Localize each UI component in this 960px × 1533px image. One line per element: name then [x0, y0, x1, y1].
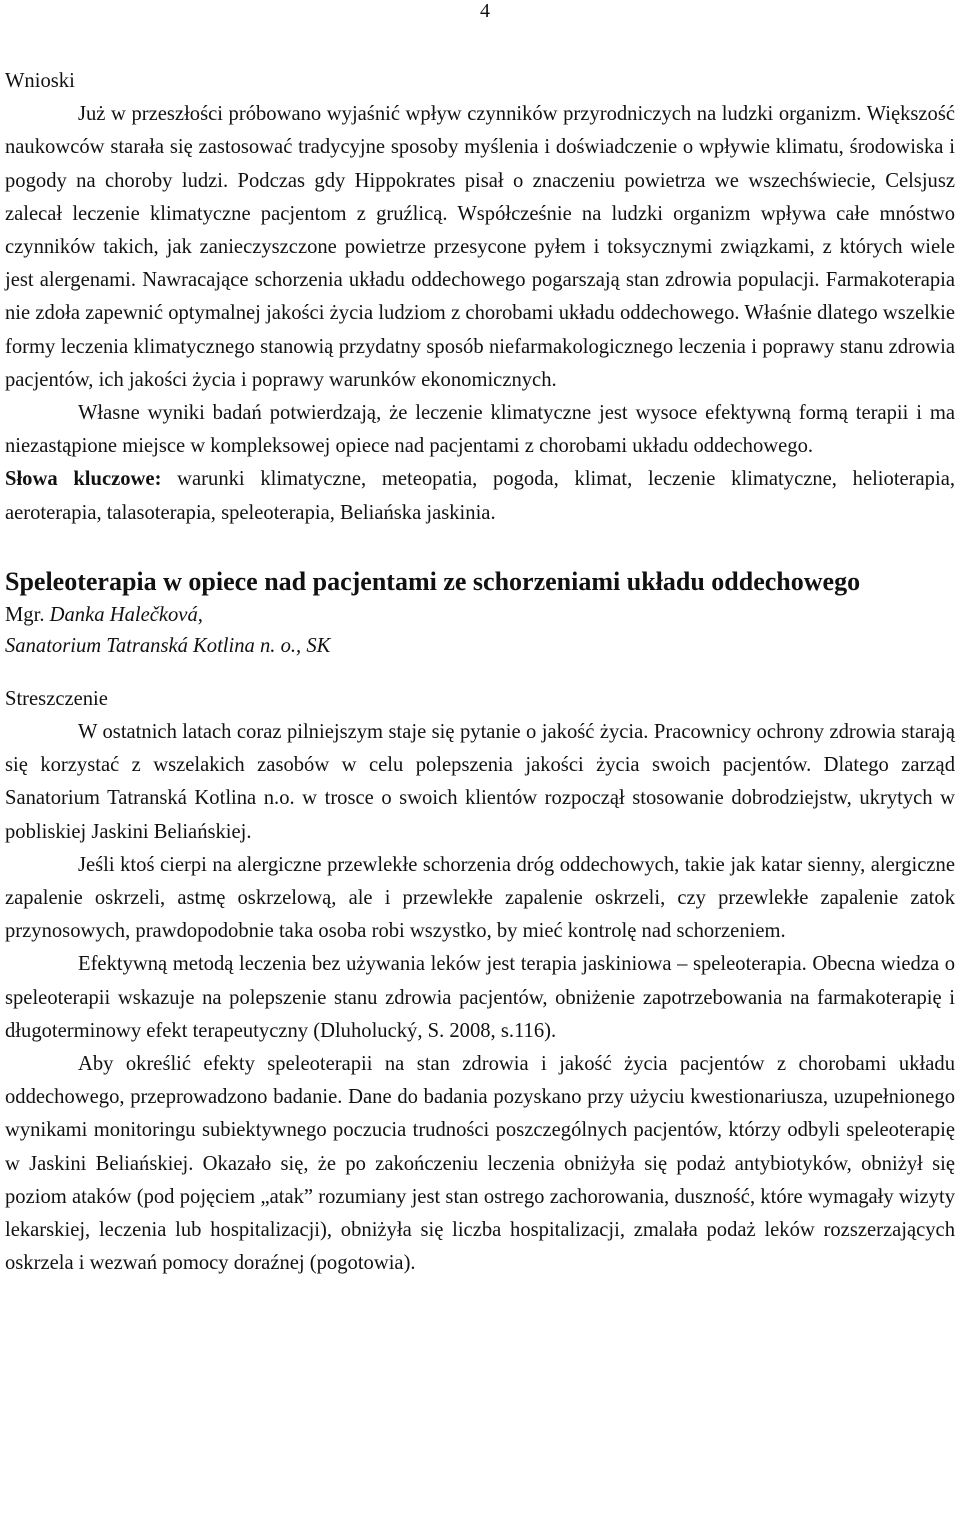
abstract-spacer [5, 663, 955, 683]
abstract-paragraph-2: Jeśli ktoś cierpi na alergiczne przewlekłe schorzenia dróg oddechowych, takie jak katar sienny, alergiczne zapalenie oskrzeli, astmę oskrzelową, ale i przewlekłe zapalenie oskrzeli, czy przewlekłe zapalenie zatok przynosowych, prawdopodobnie taka osoba robi wszystko, by mieć kontrolę nad schorzeniem. [5, 853, 955, 943]
article-title: Speleoterapia w opiece nad pacjentami ze schorzeniami układu oddechowego [5, 566, 861, 596]
abstract-paragraph-4: Aby określić efekty speleoterapii na stan zdrowia i jakość życia pacjentów z chorobami układu oddechowego, przeprowadzono badanie. Dane do badania pozyskano przy użyciu kwestionariusza, uzupełnionego wynikami monitoringu subiektywnego poczucia trudności poszczególnych pacjentów, którzy odbyli speleoterapię w Jaskini Beliańskiej. Okazało się, że po zakończeniu leczenia obniżyła się podaż antybiotyków, obniżył się poziom ataków (pod pojęciem „atak” rozumiany jest stan ostrego zachorowania, duszność, które wymagały wizyty lekarskiej, leczenia lub hospitalizacji), obniżyła się liczba hospitalizacji, zmalała podaż leków rozszerzających oskrzela i wezwań pomocy doraźnej (pogotowia). [5, 1053, 955, 1275]
keywords-text: warunki klimatyczne, meteopatia, pogoda, klimat, leczenie klimatyczne, helioterapia, aeroterapia, talasoterapia, speleoterapia, Beliańska jaskinia. [5, 468, 955, 524]
abstract-heading: Streszczenie [5, 687, 108, 710]
article-affiliation: Sanatorium Tatranská Kotlina n. o., SK [5, 634, 331, 657]
keywords-label: Słowa kluczowe: [5, 468, 162, 491]
section-spacer [5, 530, 955, 564]
page-number-text: 4 [480, 0, 490, 22]
page-number [0, 0, 960, 22]
abstract-paragraph-1: W ostatnich latach coraz pilniejszym staje się pytanie o jakość życia. Pracownicy ochrony zdrowia starają się korzystać z wszelakich zasobów w celu polepszenia jakości życia swoich pacjentów. Dlatego zarząd Sanatorium Tatranská Kotlina n.o. w trosce o swoich klientów rozpoczął stosowanie dobrodziejstw, ukrytych w pobliskiej Jaskini Beliańskiej. [5, 721, 955, 843]
keywords-line [5, 463, 955, 529]
conclusions-heading: Wnioski [5, 70, 75, 92]
conclusions-paragraph-1: Już w przeszłości próbowano wyjaśnić wpływ czynników przyrodniczych na ludzki organizm. Większość naukowców starała się zastosować tradycyjne sposoby myślenia i doświadczenie o wpływie klimatu, środowiska i pogody na choroby ludzi. Podczas gdy Hippokrates pisał o znaczeniu powietrza we wszechświecie, Celsjusz zalecał leczenie klimatyczne pacjentom z gruźlicą. Współcześnie na ludzki organizm wpływa całe mnóstwo czynników takich, jak zanieczyszczone powietrze przesycone pyłem i toksycznymi związkami, z których wiele jest alergenami. Nawracające schorzenia układu oddechowego pogarszają stan zdrowia populacji. Farmakoterapia nie zdoła zapewnić optymalnej jakości życia ludziom z chorobami układu oddechowego. Właśnie dlatego wszelkie formy leczenia klimatycznego stanowią przydatny sposób niefarmakologicznego leczenia i poprawy stanu zdrowia pacjentów, ich jakości życia i poprawy warunków ekonomicznych. [5, 103, 955, 391]
author-name: Danka Halečková, [49, 603, 203, 626]
author-prefix: Mgr. [5, 603, 45, 626]
abstract-paragraph-3: Efektywną metodą leczenia bez używania leków jest terapia jaskiniowa – speleoterapia. Obecna wiedza o speleoterapii wskazuje na polepszenie stanu zdrowia pacjentów, obniżenie zapotrzebowania na farmakoterapię i długoterminowy efekt terapeutyczny (Dluholucký, S. 2008, s.116). [5, 953, 955, 1042]
document-body [5, 65, 955, 1281]
conclusions-paragraph-2: Własne wyniki badań potwierdzają, że leczenie klimatyczne jest wysoce efektywną formą terapii i ma niezastąpione miejsce w kompleksowej opiece nad pacjentami z chorobami układu oddechowego. [5, 402, 955, 458]
article-author [5, 600, 955, 630]
